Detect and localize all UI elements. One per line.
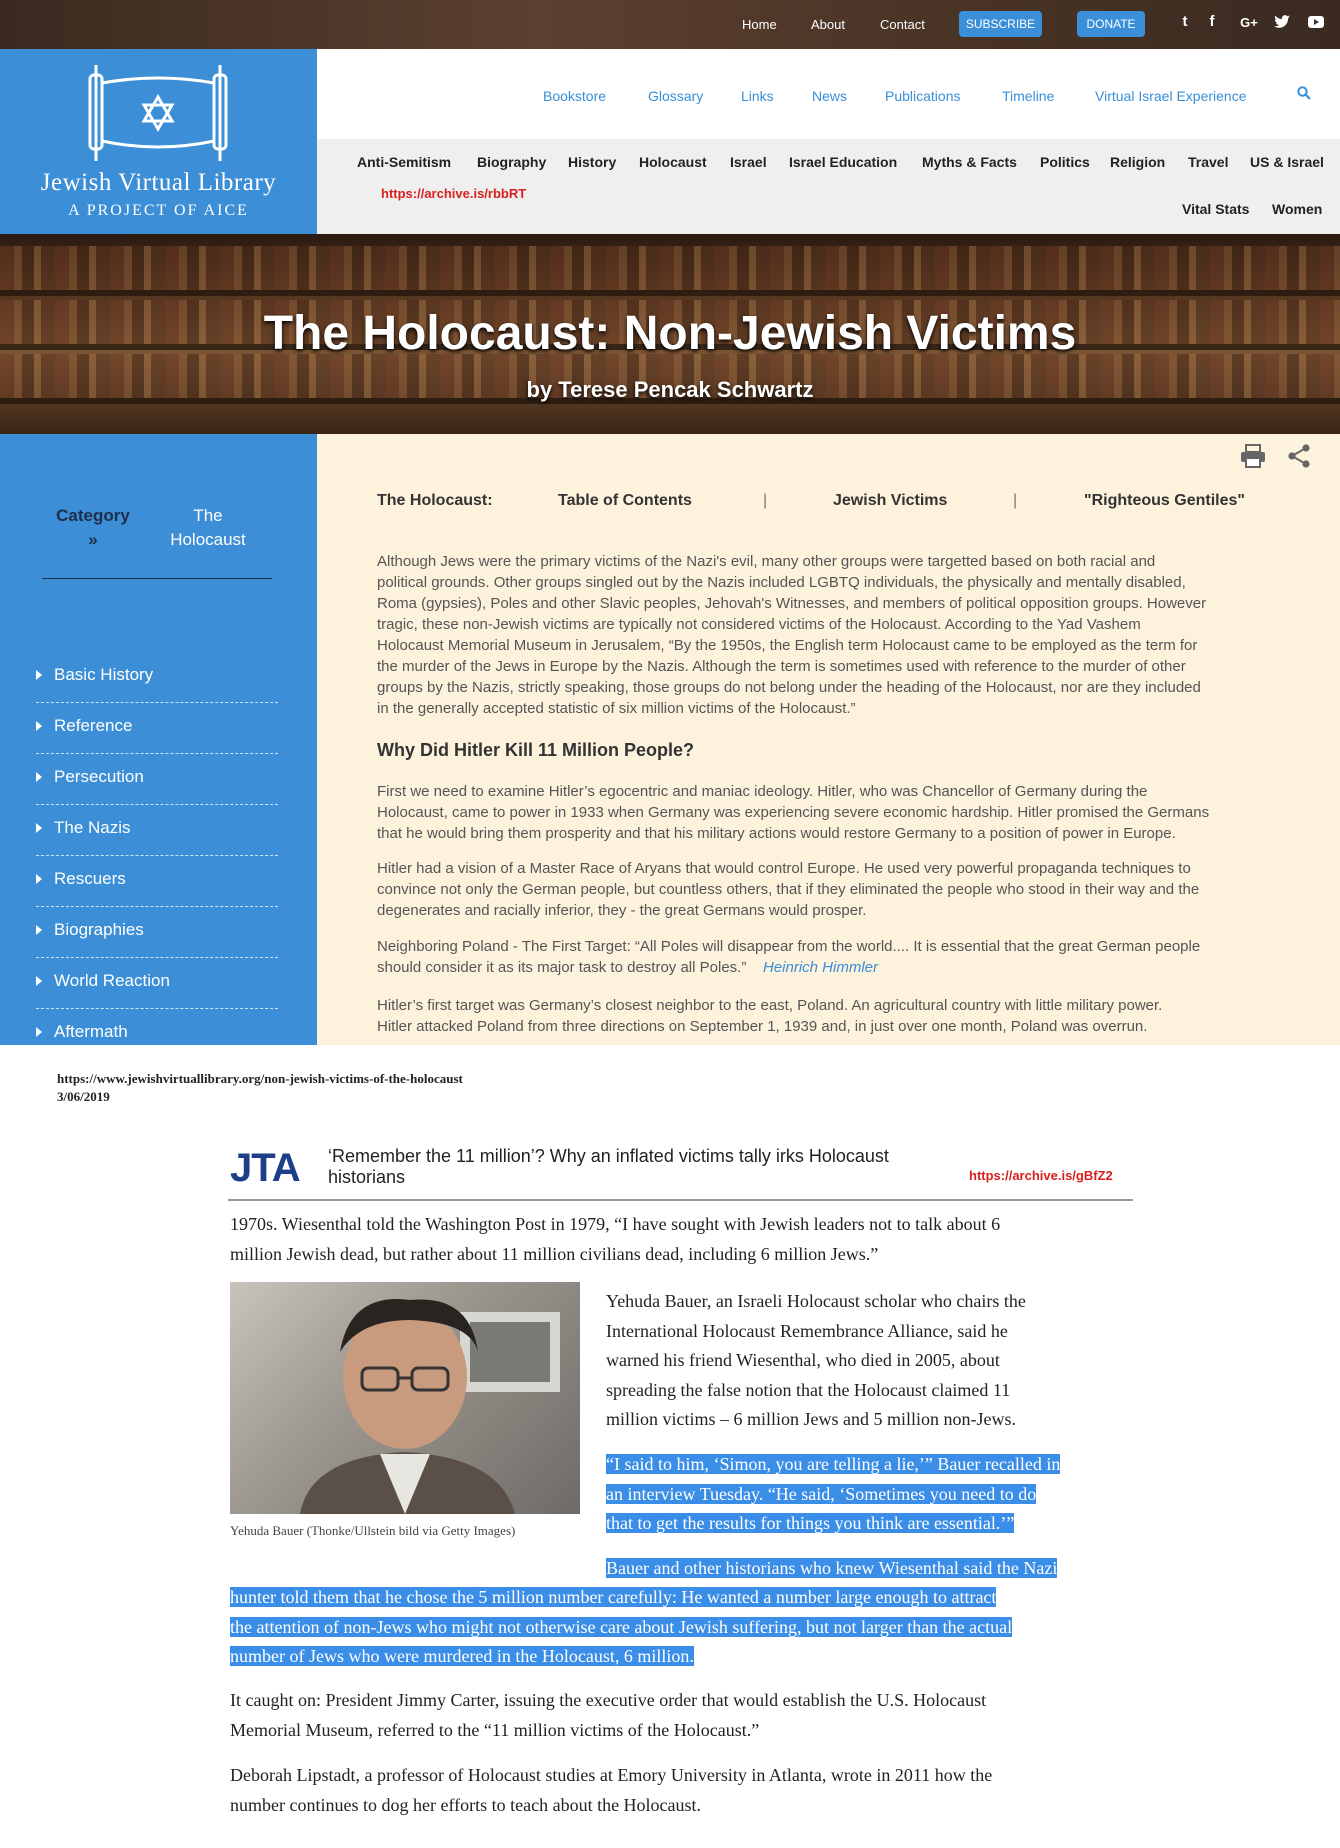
tab-jewish-victims[interactable]: Jewish Victims [833,492,948,509]
tab-separator: | [763,492,768,509]
text-line: Roma (gypsies), Poles and other Slavic peoples, Jehovah's Witnesses, and members of political opposition groups. However [377,595,1207,612]
sidebar-item-world-reaction[interactable] [36,958,278,1009]
category-value-link[interactable]: The Holocaust [170,506,246,549]
text-line: groups by the Nazis, strictly speaking, those groups do not belong under the heading of the Holocaust, nor are they included [377,679,1201,696]
sidebar-item-label: Reference [54,716,133,735]
tab-righteous-gentiles[interactable]: "Righteous Gentiles" [1084,492,1245,509]
nav-vital-stats[interactable]: Vital Stats [1182,201,1250,217]
text-line: hunter told them that he chose the 5 million number carefully: He wanted a number large enough to attract [230,1587,997,1607]
nav-contact-link[interactable]: Contact [880,17,925,32]
site-subtitle: A PROJECT OF AICE [68,202,249,219]
photo-caption: Yehuda Bauer (Thonke/Ullstein bild via Getty Images) [230,1523,516,1538]
text-line: million victims – 6 million Jews and 5 million non-Jews. [606,1409,1016,1429]
sidebar-item-label: Basic History [54,665,154,684]
nav-glossary[interactable]: Glossary [648,88,704,104]
text-line: Holocaust Memorial Museum in Jerusalem, “By the 1950s, the English term Holocaust came to be employed as the term for [377,637,1198,654]
top-bar [0,0,1340,49]
sidebar-item-label: World Reaction [54,971,170,990]
sidebar-item-reference[interactable] [36,703,278,754]
sidebar-item-label: Rescuers [54,869,126,888]
caret-right-icon [36,823,42,833]
site-title: Jewish Virtual Library [40,169,277,196]
site-logo[interactable] [0,49,317,234]
nav-history[interactable]: History [568,154,617,170]
text-line: It caught on: President Jimmy Carter, issuing the executive order that would establish the U.S. Holocaust [230,1690,987,1710]
jta-highlighted-quote [606,1450,1060,1539]
page-byline: by Terese Pencak Schwartz [526,377,814,402]
text-line: should consider it as its major task to destroy all Poles.” [377,959,747,976]
text-line: warned his friend Wiesenthal, who died in 2005, about [606,1350,1000,1370]
nav-holocaust[interactable]: Holocaust [639,154,707,170]
sidebar-item-aftermath[interactable] [36,1009,278,1045]
jta-divider [228,1199,1133,1201]
twitter-icon[interactable] [1273,15,1291,32]
article-paragraph [377,995,1337,1037]
nav-israel[interactable]: Israel [730,154,767,170]
tumblr-icon[interactable]: t [1182,13,1188,30]
text-line: Holocaust, came to power in 1933 when Germany was experiencing severe economic hardship. Hitler promised the Germans [377,804,1210,821]
source-url: https://www.jewishvirtuallibrary.org/non-jewish-victims-of-the-holocaust [57,1071,463,1086]
search-icon[interactable] [1297,86,1311,103]
jta-headline: ‘Remember the 11 million’? Why an inflated victims tally irks Holocaust historians [328,1146,889,1187]
print-icon[interactable] [1240,444,1266,474]
text-line: million Jewish dead, but rather about 11 million civilians dead, including 6 million Jews.” [230,1243,879,1264]
text-line: First we need to examine Hitler’s egocentric and maniac ideology. Hitler, who was Chancellor of Germany during the [377,783,1148,800]
hero-shelf [0,290,1340,296]
nav-publications[interactable]: Publications [885,88,961,104]
sidebar-item-basic-history[interactable] [36,652,278,703]
share-icon[interactable] [1287,444,1311,474]
text-line: Although Jews were the primary victims of the Nazi's evil, many other groups were targetted based on both racial and [377,553,1156,570]
category-sidebar [0,434,317,1045]
text-line: 1970s. Wiesenthal told the Washington Post in 1979, “I have sought with Jewish leaders not to talk about 6 [230,1214,1001,1234]
nav-bookstore[interactable]: Bookstore [543,88,607,104]
caret-right-icon [36,1027,42,1037]
nav-travel[interactable]: Travel [1188,154,1229,170]
article-paragraph [377,858,1337,921]
caret-right-icon [36,721,42,731]
section-heading: Why Did Hitler Kill 11 Million People? [377,740,695,760]
sidebar-item-label: Biographies [54,920,144,939]
sidebar-item-rescuers[interactable] [36,856,278,907]
himmler-link[interactable]: Heinrich Himmler [763,959,879,976]
text-line: the murder of the Jews in Europe by the Nazis. Although the term is sometimes used with reference to the murder of other [377,658,1186,675]
nav-news[interactable]: News [812,88,848,104]
text-line: Hitler attacked Poland from three directions on September 1, 1939 and, in just over one month, Poland was overrun. [377,1018,1148,1035]
text-line: International Holocaust Remembrance Alliance, said he [606,1320,1008,1341]
nav-us-israel[interactable]: US & Israel [1250,154,1324,170]
text-line: that he would bring them prosperity and that his military actions would restore Germany to a position of power in Europe. [377,825,1176,842]
text-line: Hitler had a vision of a Master Race of Aryans that would control Europe. He used very powerful propaganda techniques to [377,860,1191,877]
nav-links[interactable]: Links [741,88,774,104]
jta-paragraph [230,1686,986,1745]
caret-right-icon [36,772,42,782]
article-content [317,434,1340,1045]
page-title: The Holocaust: Non-Jewish Victims [263,307,1077,360]
caret-right-icon [36,925,42,935]
text-line: “I said to him, ‘Simon, you are telling a lie,’” Bauer recalled in [606,1454,1061,1474]
archive-link-annotation: https://archive.is/rbbRT [381,186,527,201]
text-line: an interview Tuesday. “He said, ‘Sometimes you need to do [606,1483,1037,1504]
text-line: Hitler’s first target was Germany’s closest neighbor to the east, Poland. An agricultural country with little military power. [377,997,1163,1014]
article-quote-paragraph [377,936,1337,978]
nav-timeline[interactable]: Timeline [1002,88,1055,104]
text-line: in the generally accepted statistic of six million victims of the Holocaust.” [377,700,856,717]
text-line: Deborah Lipstadt, a professor of Holocaust studies at Emory University in Atlanta, wrote in 2011 how the [230,1765,993,1785]
text-line: the attention of non-Jews who might not otherwise care about Jewish suffering, but not larger than the actual [230,1616,1013,1637]
sidebar-item-persecution[interactable] [36,754,278,805]
text-line: political grounds. Other groups singled out by the Nazis included LGBTQ individuals, the physically and mentally disabled, [377,574,1186,591]
facebook-icon[interactable]: f [1209,13,1215,30]
sidebar-item-label: Persecution [54,767,144,786]
caret-right-icon [36,670,42,680]
sidebar-item-label: The Nazis [54,818,131,837]
article-tabs-label: The Holocaust: [377,492,493,509]
caret-right-icon [36,976,42,986]
article-intro-paragraph [377,551,1337,719]
jta-paragraph [230,1761,992,1820]
youtube-icon[interactable] [1307,15,1325,32]
nav-biography[interactable]: Biography [477,154,547,170]
nav-home-link[interactable]: Home [742,17,777,32]
article-paragraph [377,781,1337,844]
torah-scroll-logo-icon [82,63,234,163]
nav-about-link[interactable]: About [811,17,845,32]
jta-highlighted-paragraph [606,1554,1057,1584]
text-line: Memorial Museum, referred to the “11 million victims of the Holocaust.” [230,1719,760,1740]
donate-button[interactable]: DONATE [1077,11,1145,37]
hero-banner [0,234,1340,434]
text-line: Neighboring Poland - The First Target: “All Poles will disappear from the world.... It is essential that the great German people [377,938,1201,955]
nav-politics[interactable]: Politics [1040,154,1090,170]
jta-paragraph [230,1210,1000,1269]
nav-religion[interactable]: Religion [1110,154,1166,170]
nav-israel-education[interactable]: Israel Education [789,154,898,170]
primary-nav [317,49,1340,139]
nav-virtual-israel-experience[interactable]: Virtual Israel Experience [1095,88,1247,104]
caret-right-icon [36,874,42,884]
sidebar-item-the-nazis[interactable] [36,805,278,856]
source-date: 3/06/2019 [57,1089,110,1104]
jta-logo: JTA [230,1146,300,1190]
text-line: that to get the results for things you think are essential.’” [606,1513,1015,1533]
tab-separator: | [1013,492,1018,509]
jta-highlighted-paragraph [230,1583,1012,1672]
category-label: Category » [56,506,130,549]
text-line: degenerates and racially inferior, they - the great Germans would prosper. [377,902,867,919]
nav-women[interactable]: Women [1272,201,1323,217]
yehuda-bauer-photo [230,1282,580,1514]
jta-paragraph [606,1287,1026,1435]
tab-table-of-contents[interactable]: Table of Contents [558,492,692,509]
text-line: number of Jews who were murdered in the Holocaust, 6 million. [230,1646,694,1666]
text-line: Bauer and other historians who knew Wiesenthal said the Nazi [606,1558,1058,1578]
google-plus-icon[interactable]: G+ [1240,15,1258,30]
sidebar-item-biographies[interactable] [36,907,278,958]
nav-anti-semitism[interactable]: Anti-Semitism [357,154,452,170]
text-line: spreading the false notion that the Holocaust claimed 11 [606,1379,1011,1400]
subscribe-button[interactable]: SUBSCRIBE [959,11,1042,37]
sidebar-divider [42,578,272,579]
text-line: convince not only the German people, but countless others, that if they eliminated the people who stood in their way and the [377,881,1200,898]
sidebar-item-label: Aftermath [54,1022,128,1041]
text-line: Yehuda Bauer, an Israeli Holocaust scholar who chairs the [606,1291,1026,1311]
text-line: number continues to dog her efforts to teach about the Holocaust. [230,1794,702,1815]
text-line: tragic, these non-Jewish victims are typically not considered victims of the Holocaust. According to the Yad Vashem [377,616,1141,633]
archive-link-annotation: https://archive.is/gBfZ2 [969,1168,1113,1183]
nav-myths-facts[interactable]: Myths & Facts [922,154,1017,170]
hero-bookshelf-background [0,246,1340,290]
